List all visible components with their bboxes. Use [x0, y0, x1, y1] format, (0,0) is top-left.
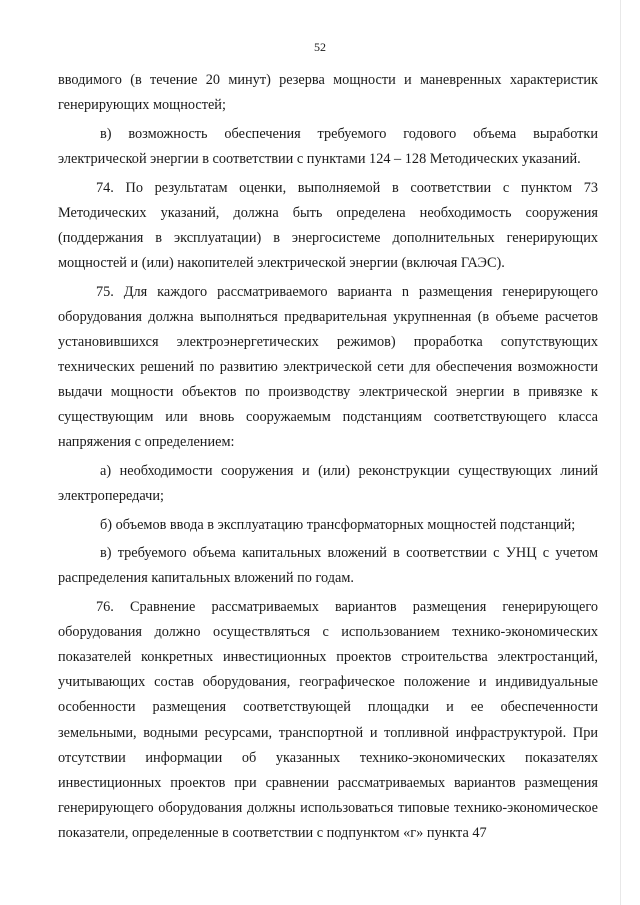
scan-edge-line — [620, 0, 621, 905]
paragraph-item-v: в) возможность обеспечения требуемого годового объема выработки электрической энергии в соответствии с пунктами 124 – 128 Методических указаний. — [58, 125, 598, 167]
paragraph-continuation: вводимого (в течение 20 минут) резерва мощности и маневренных характеристик генерирующих мощностей; — [58, 72, 598, 114]
paragraph-76: 76. Сравнение рассматриваемых вариантов размещения генерирующего оборудования должно осуществляться с использованием технико-экономических показателей конкретных инвестиционных проектов строительства электростанций, учитывающих состав оборудования, географическое положение и индивидуальные особенности размещения соответствующей площадки и ее обеспеченности земельными, водными ресурсами, транспортной и топливной инфраструктурой. При отсутствии информации об указанных технико-экономических показателях инвестиционных проектов при сравнении рассматриваемых вариантов размещения генерирующего оборудования должны использоваться типовые технико-экономическое показатели, определенные в соответствии с подпунктом «г» пункта 47 — [58, 599, 598, 841]
document-body — [58, 68, 598, 850]
paragraph-75-item-a: а) необходимости сооружения и (или) реконструкции существующих линий электропередачи; — [58, 462, 598, 504]
paragraph-75: 75. Для каждого рассматриваемого варианта n размещения генерирующего оборудования должна выполняться предварительная укрупненная (в объеме расчетов установившихся электроэнергетических режимов) проработка сопутствующих технических решений по развитию электрической сети для обеспечения возможности выдачи мощности объектов по производству электрической энергии в привязке к существующим или вновь сооружаемым подстанциям соответствующего класса напряжения с определением: — [58, 283, 598, 451]
paragraph-75-item-b: б) объемов ввода в эксплуатацию трансформаторных мощностей подстанций; — [100, 516, 576, 533]
paragraph-74: 74. По результатам оценки, выполняемой в соответствии с пунктом 73 Методических указаний, должна быть определена необходимость сооружения (поддержания в эксплуатации) в энергосистеме дополнительных генерирующих мощностей и (или) накопителей электрической энергии (включая ГАЭС). — [58, 179, 598, 271]
page-number: 52 — [314, 40, 326, 54]
paragraph-75-item-v: в) требуемого объема капитальных вложений в соответствии с УНЦ с учетом распределения капитальных вложений по годам. — [58, 545, 598, 587]
